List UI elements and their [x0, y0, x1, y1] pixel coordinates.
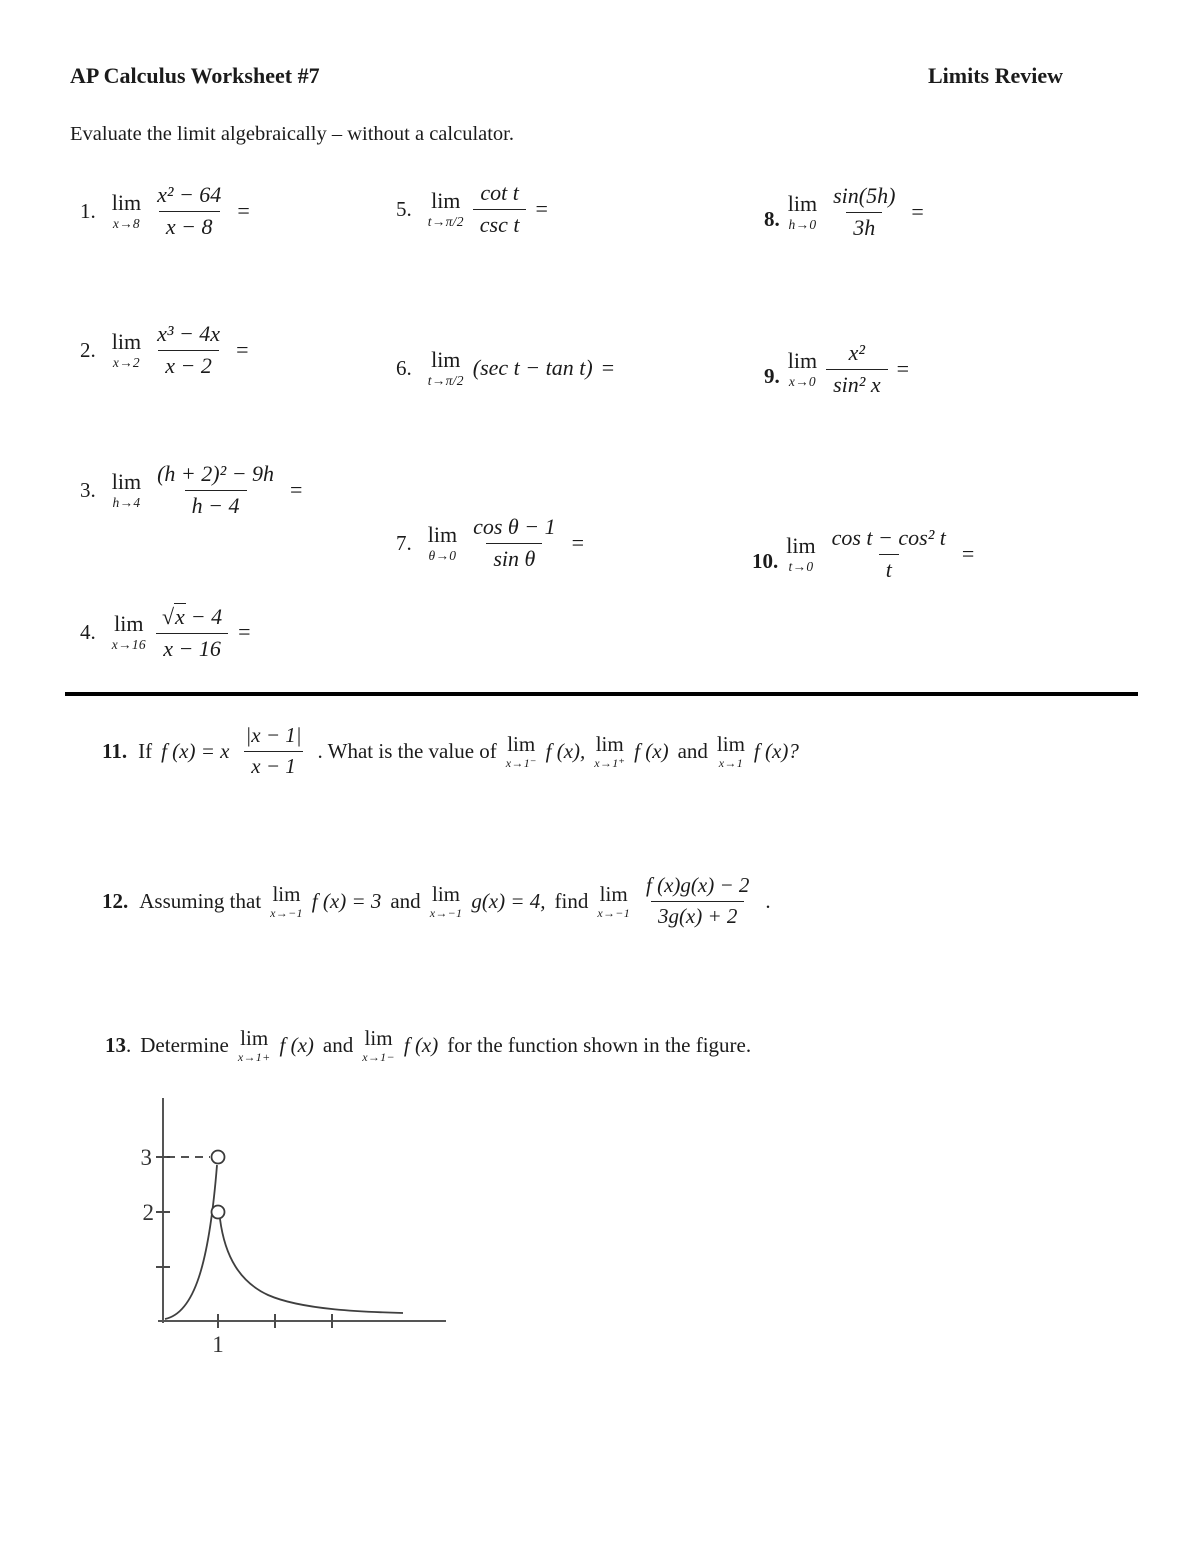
fraction — [238, 724, 308, 778]
lim-subscript: θ→0 — [428, 547, 457, 563]
lim-word: lim — [240, 1026, 269, 1050]
function-value: f (x) = 3 — [311, 888, 382, 913]
lim-subscript: x→2 — [112, 354, 140, 370]
limit-notation — [787, 190, 818, 232]
lim-word: lim — [786, 532, 816, 558]
section-divider — [65, 692, 1138, 696]
limit-notation — [111, 189, 142, 231]
x-axis-label-1: 1 — [212, 1332, 224, 1357]
lim-subscript: x→8 — [112, 215, 140, 231]
fraction — [826, 184, 902, 240]
numerator: x² — [848, 340, 866, 365]
sqrt-argument: x — [175, 604, 185, 629]
equals-sign: = — [911, 199, 924, 225]
lim-subscript: t→π/2 — [427, 373, 464, 388]
text: Assuming that — [139, 888, 262, 913]
problem-9 — [764, 341, 909, 397]
problem-number: 8. — [764, 206, 780, 231]
limit-notation — [429, 881, 463, 920]
function-definition: f (x) = x — [161, 738, 230, 763]
limit-notation — [362, 1028, 395, 1063]
lim-subscript: h→4 — [112, 494, 141, 510]
function-expression: f (x), — [545, 738, 586, 763]
problem-number: 3. — [80, 477, 96, 502]
problem-1 — [80, 183, 250, 239]
text: and — [390, 888, 421, 913]
lim-subscript: x→1⁺ — [594, 755, 626, 770]
denominator: 3h — [846, 212, 882, 241]
fraction — [826, 341, 888, 397]
function-expression: f (x) — [634, 738, 669, 763]
lim-word: lim — [114, 610, 144, 636]
text: . What is the value of — [317, 738, 497, 763]
equals-sign: = — [896, 356, 910, 382]
open-point-1-3 — [212, 1151, 225, 1164]
problem-4 — [80, 603, 251, 661]
text: and — [322, 1033, 354, 1057]
lim-subscript: x→−1 — [270, 905, 303, 920]
fraction — [155, 603, 229, 661]
denominator: 3g(x) + 2 — [651, 901, 744, 929]
text: and — [677, 738, 708, 763]
lim-subscript: x→−1 — [597, 905, 630, 920]
lim-subscript: x→−1 — [429, 905, 463, 920]
lim-word: lim — [111, 468, 142, 494]
period: . — [126, 1033, 132, 1057]
limit-notation — [427, 521, 458, 563]
denominator: h − 4 — [185, 490, 247, 519]
limit-notation — [111, 610, 146, 652]
limit-notation — [111, 468, 142, 510]
problem-number: 9. — [764, 363, 780, 388]
limit-notation — [787, 347, 818, 389]
numerator-rest: − 4 — [190, 604, 223, 629]
y-axis-label-3: 3 — [140, 1145, 152, 1170]
fraction — [150, 183, 228, 239]
problem-11 — [102, 724, 799, 778]
text: Determine — [140, 1033, 229, 1057]
problem-number: 6. — [396, 355, 412, 380]
y-axis-label-2: 2 — [142, 1200, 154, 1225]
problem-number: 7. — [396, 530, 412, 555]
problem-5 — [396, 181, 548, 237]
equals-sign: = — [290, 477, 303, 503]
problem-6 — [396, 349, 614, 388]
numerator — [155, 603, 229, 633]
figure-13-graph — [130, 1090, 460, 1375]
lim-word: lim — [787, 190, 818, 216]
numerator: cos θ − 1 — [473, 514, 556, 539]
problem-7 — [396, 515, 584, 571]
limit-notation — [111, 328, 142, 370]
numerator: x² − 64 — [157, 182, 222, 207]
limit-notation — [594, 731, 626, 770]
lim-word: lim — [599, 881, 628, 906]
limit-notation — [786, 532, 816, 574]
equals-sign: = — [236, 337, 249, 363]
denominator: t — [879, 554, 899, 583]
denominator: x − 16 — [156, 633, 228, 662]
problem-number: 13. — [105, 1033, 132, 1057]
function-value: g(x) = 4, — [471, 888, 546, 913]
denominator: x − 8 — [159, 211, 220, 240]
lim-subscript: x→0 — [788, 373, 816, 389]
lim-word: lim — [427, 521, 458, 547]
problem-2 — [80, 322, 249, 378]
lim-word: lim — [272, 881, 301, 906]
problem-number: 4. — [80, 619, 96, 644]
lim-word: lim — [111, 189, 142, 215]
limit-notation — [427, 187, 464, 229]
equals-sign: = — [601, 355, 615, 381]
numerator: x³ − 4x — [157, 321, 221, 346]
lim-subscript: x→1− — [362, 1050, 395, 1064]
fraction — [150, 322, 227, 378]
text: for the function shown in the figure. — [447, 1033, 752, 1057]
fraction — [473, 181, 527, 237]
limit-notation — [270, 881, 303, 920]
function-expression: f (x) — [279, 1033, 314, 1057]
numerator: cot t — [480, 180, 519, 205]
denominator: x − 2 — [158, 350, 219, 379]
lim-subscript: x→16 — [111, 636, 146, 652]
page-subtitle: Limits Review — [927, 63, 1063, 88]
lim-word: lim — [431, 187, 461, 213]
problem-10 — [752, 526, 974, 582]
problem-number: 11. — [102, 738, 128, 763]
numerator: sin(5h) — [833, 183, 896, 208]
fraction — [639, 874, 756, 928]
function-expression: f (x) — [403, 1033, 439, 1057]
lim-subscript: x→1+ — [237, 1050, 271, 1064]
lim-word: lim — [111, 328, 142, 354]
denominator: x − 1 — [244, 751, 303, 779]
limit-notation — [716, 731, 745, 770]
problem-number: 12. — [102, 888, 129, 913]
lim-subscript: t→0 — [788, 558, 814, 574]
lim-word: lim — [431, 347, 461, 372]
problem-number: 2. — [80, 337, 96, 362]
problem-8 — [764, 184, 924, 240]
fraction — [825, 526, 953, 582]
problem-3 — [80, 462, 302, 518]
expression: (sec t − tan t) — [472, 355, 593, 381]
lim-word: lim — [507, 731, 536, 756]
instruction-text: Evaluate the limit algebraically – without a calculator. — [70, 123, 515, 145]
limit-notation — [238, 1028, 271, 1063]
problem-12 — [102, 874, 771, 928]
lim-subscript: t→π/2 — [427, 213, 464, 229]
lim-word: lim — [595, 731, 624, 756]
lim-word: lim — [787, 347, 818, 373]
denominator: sin θ — [486, 543, 542, 572]
numerator: (h + 2)² − 9h — [157, 461, 275, 486]
equals-sign: = — [961, 541, 975, 567]
limit-notation — [428, 349, 464, 388]
curve-right-branch — [220, 1219, 403, 1313]
function-expression: f (x)? — [753, 738, 799, 763]
numerator: cos t − cos² t — [831, 525, 946, 550]
denominator: sin² x — [826, 369, 888, 398]
limit-notation — [597, 881, 630, 920]
numerator: f (x)g(x) − 2 — [646, 873, 750, 897]
curve-left-branch — [165, 1165, 217, 1319]
fraction — [150, 462, 281, 518]
text: If — [138, 738, 153, 763]
open-point-1-2 — [212, 1206, 225, 1219]
equals-sign: = — [237, 198, 250, 224]
lim-subscript: x→1 — [718, 755, 744, 770]
limit-notation — [505, 731, 537, 770]
problem-number: 5. — [396, 196, 412, 221]
lim-subscript: x→1⁻ — [505, 755, 537, 770]
problem-number: 10. — [752, 548, 779, 573]
page-title: AP Calculus Worksheet #7 — [70, 63, 320, 88]
lim-subscript: h→0 — [788, 216, 817, 232]
equals-sign: = — [238, 619, 251, 645]
problem-13 — [105, 1028, 751, 1063]
denominator: csc t — [473, 209, 527, 238]
fraction — [466, 515, 562, 571]
equals-sign: = — [535, 196, 548, 222]
problem-number: 1. — [80, 198, 96, 223]
lim-word: lim — [364, 1026, 393, 1050]
period: . — [765, 888, 771, 913]
lim-word: lim — [716, 731, 745, 756]
numerator: |x − 1| — [245, 723, 302, 747]
text: find — [554, 888, 589, 913]
lim-word: lim — [431, 881, 460, 906]
equals-sign: = — [571, 530, 584, 556]
sqrt-symbol: √ — [161, 604, 175, 629]
